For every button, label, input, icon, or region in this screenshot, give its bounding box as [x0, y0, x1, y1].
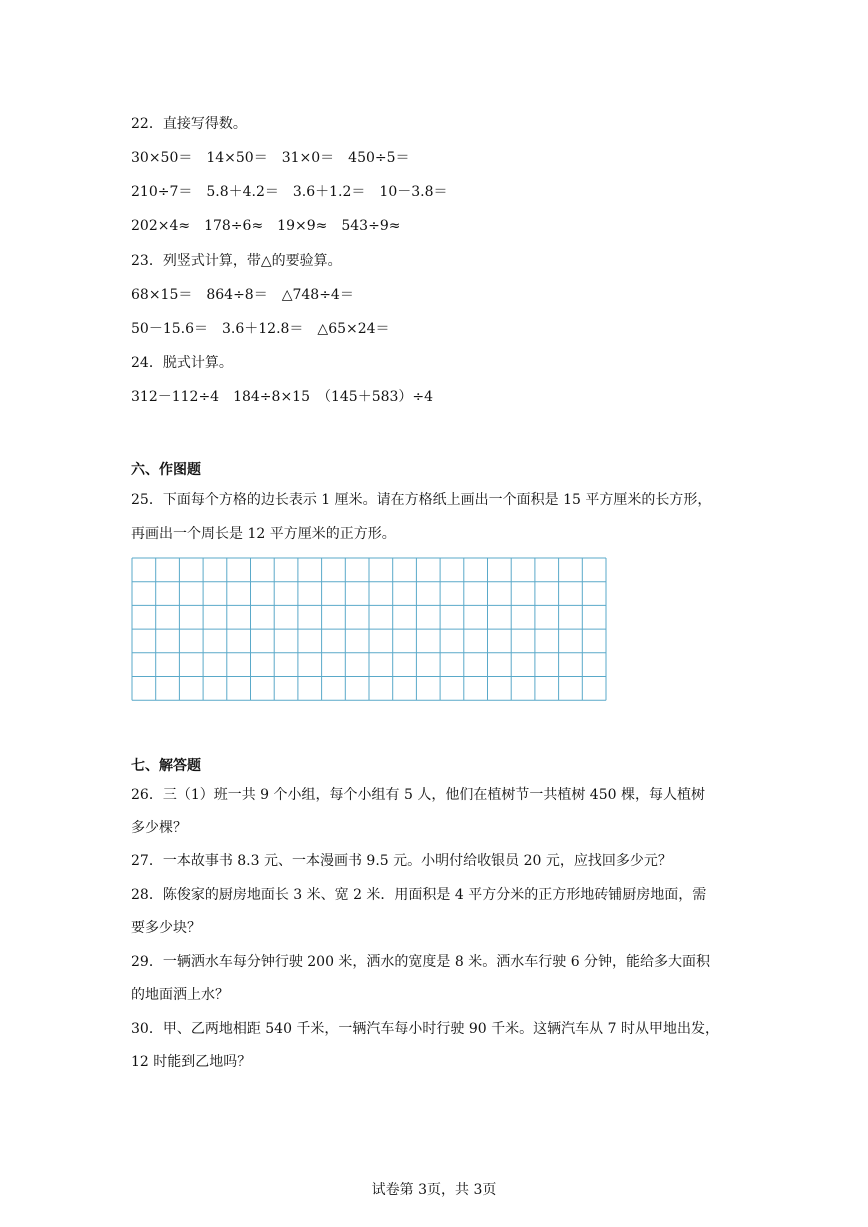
- section-6-title: 六、作图题: [131, 462, 201, 478]
- q23-row-1: 68×15＝ 864÷8＝ △748÷4＝: [131, 287, 354, 303]
- q28-line-1: 28．陈俊家的厨房地面长 3 米、宽 2 米．用面积是 4 平方分米的正方形地砖铺厨房地面，需: [131, 887, 707, 903]
- section-7-title: 七、解答题: [131, 758, 201, 774]
- q22-row-3: 202×4≈ 178÷6≈ 19×9≈ 543÷9≈: [131, 218, 401, 234]
- q22-row-2: 210÷7＝ 5.8＋4.2＝ 3.6＋1.2＝ 10－3.8＝: [131, 184, 448, 200]
- grid-paper-svg: [131, 557, 607, 702]
- q23-row-2: 50－15.6＝ 3.6＋12.8＝ △65×24＝: [131, 321, 390, 337]
- q29-line-1: 29．一辆洒水车每分钟行驶 200 米，洒水的宽度是 8 米。洒水车行驶 6 分钟，能给多大面积: [131, 954, 711, 970]
- q24-row-1: 312－112÷4 184÷8×15 （145＋583）÷4: [131, 389, 434, 405]
- q22-title: 22．直接写得数。: [131, 116, 247, 132]
- q23-title: 23．列竖式计算，带△的要验算。: [131, 253, 342, 269]
- grid-paper: [131, 557, 607, 706]
- q27: 27．一本故事书 8.3 元、一本漫画书 9.5 元。小明付给收银员 20 元，应找回多少元？: [131, 853, 672, 869]
- q24-title: 24．脱式计算。: [131, 355, 233, 371]
- q26-line-2: 多少棵？: [131, 820, 187, 836]
- q28-line-2: 要多少块？: [131, 920, 201, 936]
- q22-row-1: 30×50＝ 14×50＝ 31×0＝ 450÷5＝: [131, 150, 410, 166]
- q29-line-2: 的地面洒上水？: [131, 987, 229, 1003]
- page-footer: 试卷第 3页，共 3页: [371, 1182, 497, 1198]
- q26-line-1: 26．三（1）班一共 9 个小组，每个小组有 5 人，他们在植树节一共植树 450 棵，每人植树: [131, 787, 705, 803]
- q25-line-2: 再画出一个周长是 12 平方厘米的正方形。: [131, 526, 396, 542]
- q25-line-1: 25．下面每个方格的边长表示 1 厘米。请在方格纸上画出一个面积是 15 平方厘米的长方形，: [131, 492, 712, 508]
- q30-line-1: 30．甲、乙两地相距 540 千米，一辆汽车每小时行驶 90 千米。这辆汽车从 7 时从甲地出发，: [131, 1021, 719, 1037]
- q30-line-2: 12 时能到乙地吗？: [131, 1054, 252, 1070]
